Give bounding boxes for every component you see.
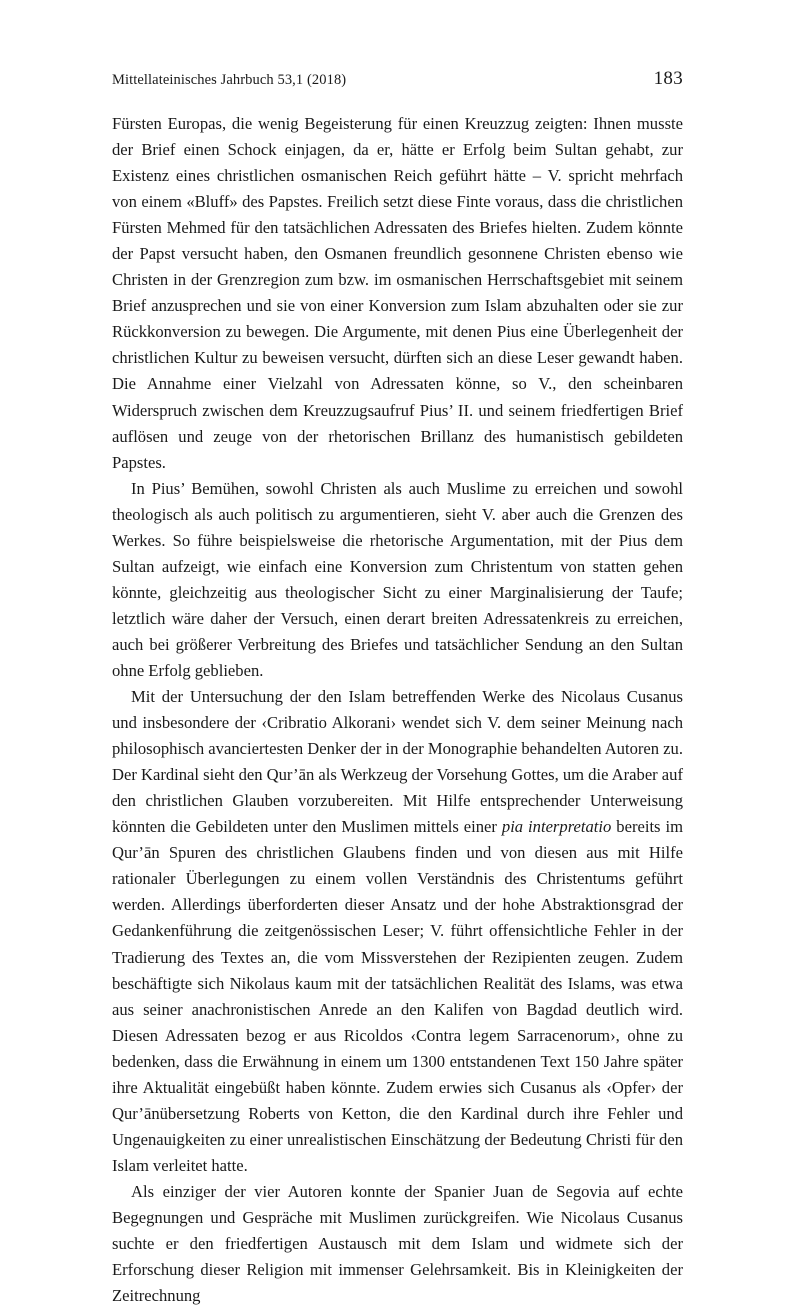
running-head-title: Mittellateinisches Jahrbuch 53,1 (2018) (112, 72, 347, 88)
paragraph: Als einziger der vier Autoren konnte der Spanier Juan de Segovia auf echte Begegnungen und Gespräche mit Muslimen zurückgreifen. Wie Nicolaus Cusanus suchte er den friedfertigen Austausch mit dem Islam und widmete sich der Erforschung dieser Religion mit immenser Gelehrsamkeit. Bis in Kleinigkeiten der Zeitrechnung (112, 1181, 683, 1306)
text-run: Mit der Untersuchung der den Islam betreffenden Werke des Nicolaus Cusanus und insbesondere der ‹Cribratio Alkorani› wendet sich V. dem seiner Meinung nach philosophisch avanciertesten Denker der in der Monographie behandelten Autoren zu. Der Kardinal sieht den Qur’ān als Werkzeug der Vorsehung Gottes, um die Araber auf den christlichen Glauben vorzubereiten. Mit Hilfe entsprechender Unterweisung könnten die Gebildeten unter den Muslimen mittels einer (112, 687, 683, 837)
italic-term: pia interpretatio (501, 817, 612, 837)
text-run: bereits im Qur’ān Spuren des christlichen Glaubens finden und von diesen aus mit Hilfe rationaler Überlegungen zu einem vollen Verständnis des Christentums geführt werden. Allerdings überforderten dieser Ansatz und der hohe Abstraktionsgrad der Gedankenführung die zeitgenössischen Leser; V. führt offensichtliche Fehler in der Tradierung des Textes an, die vom Missverstehen der Rezipienten zeugen. Zudem beschäftigte sich Nikolaus kaum mit der tatsächlichen Realität des Islams, was etwa aus seiner anachronistischen Anrede an den Kalifen von Bagdad deutlich wird. Diesen Adressaten bezog er aus Ricoldos ‹Contra legem Sarracenorum›, ohne zu bedenken, dass die Erwähnung in einem um 1300 entstandenen Text 150 Jahre später ihre Aktualität eingebüßt haben könnte. Zudem erwies sich Cusanus als ‹Opfer› der Qur’ānübersetzung Roberts von Ketton, die den Kardinal durch ihre Fehler und Ungenauigkeiten zu einer unrealistischen Einschätzung der Bedeutung Christi für den Islam verleitet hatte. (112, 817, 683, 1175)
body-text-column (112, 111, 683, 1309)
running-head (112, 68, 683, 90)
paragraph: Fürsten Europas, die wenig Begeisterung für einen Kreuzzug zeigten: Ihnen musste der Brief einen Schock einjagen, da er, hätte er Erfolg beim Sultan gehabt, zur Existenz eines christlichen osmanischen Reich geführt hätte – V. spricht mehrfach von einem «Bluff» des Papstes. Freilich setzt diese Finte voraus, dass die christlichen Fürsten Mehmed für den tatsächlichen Adressaten des Briefes hielten. Zudem könnte der Papst versucht haben, den Osmanen freundlich gesonnene Christen ebenso wie Christen in der Grenzregion zum bzw. im osmanischen Herrschaftsgebiet mit seinem Brief anzusprechen und sie von einer Konversion zum Islam abzuhalten oder sie zur Rückkonversion zu bewegen. Die Argumente, mit denen Pius eine Überlegenheit der christlichen Kultur zu beweisen versucht, dürften sich an diese Leser gewandt haben. Die Annahme einer Vielzahl von Adressaten könne, so V., den scheinbaren Widerspruch zwischen dem Kreuzzugsaufruf Pius’ II. und seinem friedfertigen Brief auflösen und zeuge von der rhetorischen Brillanz des humanistisch gebildeten Papstes. (112, 114, 683, 472)
page-number: 183 (653, 68, 683, 89)
paragraph (112, 684, 683, 1179)
paragraph: In Pius’ Bemühen, sowohl Christen als auch Muslime zu erreichen und sowohl theologisch als auch politisch zu argumentieren, sieht V. aber auch die Grenzen des Werkes. So führe beispielsweise die rhetorische Argumentation, mit der Pius dem Sultan aufzeigt, wie einfach eine Konversion zum Christentum von statten gehen könnte, gleichzeitig aus theologischer Sicht zu einer Marginalisierung der Taufe; letztlich wäre daher der Versuch, einen derart breiten Adressatenkreis zu erreichen, auch bei größerer Verbreitung des Briefes und tatsächlicher Sendung an den Sultan ohne Erfolg geblieben. (112, 478, 683, 680)
